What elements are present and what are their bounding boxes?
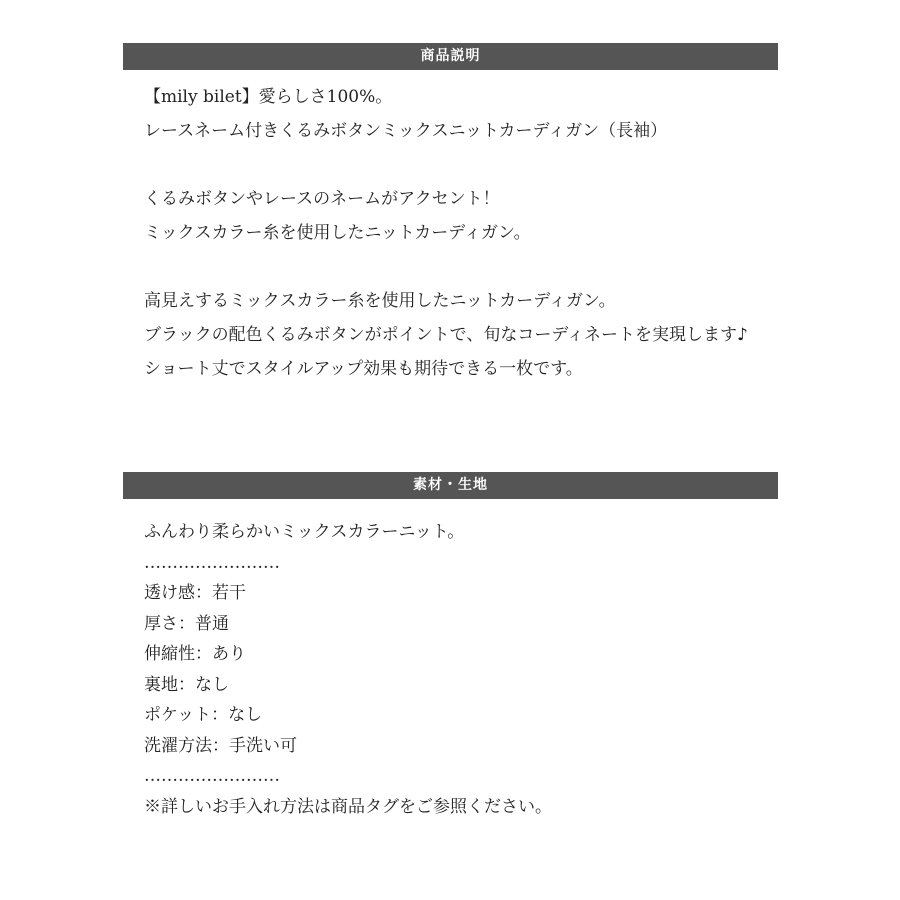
product-description-body bbox=[144, 80, 774, 386]
description-spacer bbox=[144, 250, 774, 284]
description-line-accent: くるみボタンやレースのネームがアクセント！ bbox=[144, 189, 500, 209]
product-description-header: 商品説明 bbox=[123, 43, 778, 70]
material-line-thickness: 厚さ：普通 bbox=[144, 613, 229, 634]
material-line-knit: ふんわり柔らかいミックスカラーニット。 bbox=[144, 522, 465, 542]
description-line-highend: 高見えするミックスカラー糸を使用したニットカーディガン。 bbox=[144, 291, 616, 311]
material-line-lining: 裏地：なし bbox=[144, 674, 229, 695]
material-line-care-note: ※詳しいお手入れ方法は商品タグをご参照ください。 bbox=[144, 796, 552, 817]
material-line-stretch: 伸縮性：あり bbox=[144, 644, 246, 664]
material-line-pocket: ポケット：なし bbox=[144, 705, 263, 725]
material-divider: …………………… bbox=[144, 552, 280, 573]
description-spacer bbox=[144, 148, 774, 182]
material-fabric-header: 素材・生地 bbox=[123, 472, 778, 499]
material-line-transparency: 透け感：若干 bbox=[144, 583, 246, 603]
description-line-buttons: ブラックの配色くるみボタンがポイントで、旬なコーディネートを実現します♪ bbox=[144, 325, 748, 345]
description-line-brand: 【mily bilet】愛らしさ100%。 bbox=[144, 87, 393, 107]
material-divider: …………………… bbox=[144, 766, 280, 786]
material-fabric-body bbox=[144, 517, 774, 822]
description-line-short-length: ショート丈でスタイルアップ効果も期待できる一枚です。 bbox=[144, 359, 583, 379]
description-line-yarn: ミックスカラー糸を使用したニットカーディガン。 bbox=[144, 223, 531, 243]
description-line-product-name: レースネーム付きくるみボタンミックスニットカーディガン（長袖） bbox=[144, 121, 668, 141]
material-line-washing: 洗濯方法：手洗い可 bbox=[144, 735, 297, 756]
